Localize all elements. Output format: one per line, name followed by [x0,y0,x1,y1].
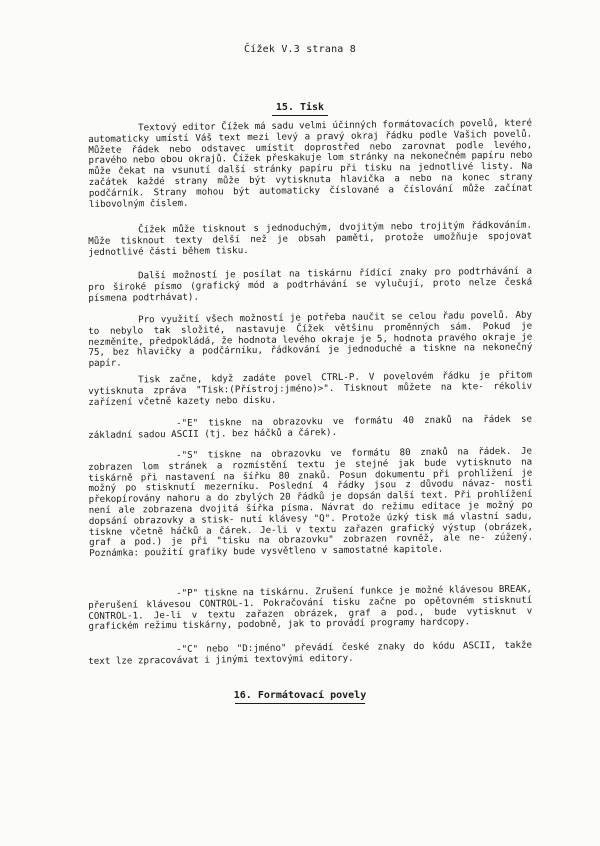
paragraph-option-e: -"E" tiskne na obrazovku ve formátu 40 znaků na řádek se základní sadou ASCII (tj. bez háčků a čárek). [88,413,533,441]
title-underline [272,115,328,116]
section-title-text: 16. Formátovací povely [233,690,367,701]
section-title-16 [0,690,600,704]
paragraph-spacing: Čížek může tisknout s jednoduchým, dvojitým nebo trojitým řádkováním. Může tisknout texty delší než je obsah paměti, protože umožňuje spojovat jednotlivé části během tisku. [88,219,533,258]
paragraph-option-p: -"P" tiskne na tiskárnu. Zrušení funkce je možné klávesou BREAK, přerušení klávesou CONTROL-1. Pokračování tisku začne po opětovném stisknutí CONTROL-1. Je-li v textu zařazen obrázek, graf a pod., bude vytisknut v grafickém režimu tiskárny, podobně, jak to provádí programy hardcopy. [88,583,533,633]
title-underline [235,703,365,704]
paragraph-intro: Textový editor Čížek má sadu velmi účinných formátovacích povelů, které automaticky umístí Váš text mezi levý a pravý okraj řádku podle Vašich povelů. Můžete řádek nebo odstavec umístit doprostřed nebo zarovnat podle levého, pravého nebo obou okrajů. Čížek přeskakuje lom stránky na nekonečném papíru nebo může čekat na vsunutí další stránky papíru při tisku na jednotlivé listy. Na začátek každé strany může být vytisknuta hlavička a nebo na konec strany podčárník. Strany mohou být automaticky číslované a číslování může začínat libovolným číslem. [88,117,533,210]
paragraph-control-codes: Další možností je posílat na tiskárnu řídící znaky pro podtrhávání a pro široké písmo (grafický mód a podtrhávání se vylučují, proto nelze česká písmena podtrhávat). [88,265,533,304]
section-title-15 [0,102,600,116]
section-title-text: 15. Tisk [275,102,325,113]
paragraph-option-s: -"S" tiskne na obrazovku ve formátu 80 znaků na řádek. Je zobrazen lom stránek a rozmístění textu je stejné jak bude vytisknuto na tiskárně při nastavení na šířku 80 znaků. Posun dokumentu při prohlížení je možný po stisknutí mezerníku. Poslední 4 řádky jsou z důvodu návaz- nosti překopírovány nahoru a do zbylých 20 řádků je dopsán další text. Při prohlížení není ale zobrazena dvojitá šířka písma. Návrat do režimu editace je možný po dopsání obrazovky a stisk- nutí klávesy "Q". Protože úzký tisk má vlastní sadu, tiskne včetně háčků a čárek. Je-li v textu zařazen grafický výstup (obrázek, graf a pod.) je při "tisku na obrazovku" zobrazen rovněž, ale ne- zúžený. Poznámka: použití grafiky bude vysvětleno v samostatné kapitole. [88,445,534,560]
paragraph-option-c: -"C" nebo "D:jméno" převádí české znaky do kódu ASCII, takže text lze zpracovávat i jinými textovými editory. [88,639,533,667]
page-header: Čížek V.3 strana 8 [244,44,356,55]
paragraph-print-start: Tisk začne, když zadáte povel CTRL-P. V povelovém řádku je přitom vytisknuta zpráva "Tisk:(Přístroj:jméno)>". Tisknout můžete na kte- rékoliv zařízení včetně kazety nebo disku. [88,369,533,408]
paragraph-defaults: Pro využití všech možností je potřeba naučit se celou řadu povelů. Aby to nebylo tak složité, nastavuje Čížek většinu proměnných sám. Pokud je nezměníte, předpokládá, že hodnota levého okraje je 5, hodnota pravého okraje je 75, bez hlavičky a podčárníku, řádkování je jednoduché a tiskne na nekonečný papír. [88,309,533,370]
